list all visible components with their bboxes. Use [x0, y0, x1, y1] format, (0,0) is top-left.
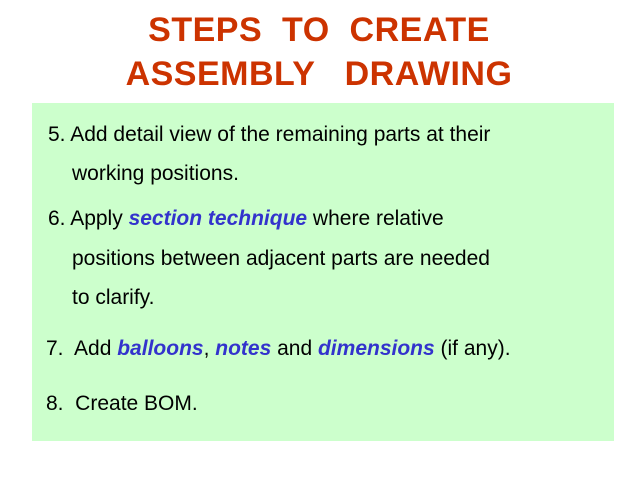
slide-title-line2: ASSEMBLY DRAWING — [125, 55, 513, 93]
step-7-sep1: , — [203, 337, 216, 360]
slide-title-line1: STEPS TO CREATE — [148, 11, 490, 49]
step-5-line1: 5. Add detail view of the remaining parts at their — [48, 123, 491, 146]
step-7-balloons: balloons — [117, 337, 204, 360]
step-8-line: 8. Create BOM. — [46, 392, 198, 415]
step-7-line — [46, 336, 511, 362]
step-6-line3: to clarify. — [72, 286, 155, 309]
steps-panel — [32, 103, 614, 441]
step-6-line2: positions between adjacent parts are needed — [72, 247, 490, 270]
step-7-prefix: 7. Add — [46, 337, 118, 360]
step-7-notes: notes — [215, 337, 272, 360]
step-6-line1 — [48, 206, 444, 232]
step-7-dimensions: dimensions — [317, 337, 435, 360]
step-6-emphasis: section technique — [128, 207, 308, 230]
step-6-suffix: where relative — [307, 207, 444, 230]
step-7-suffix: (if any). — [434, 337, 511, 360]
step-5-line2: working positions. — [72, 162, 239, 185]
step-6-prefix: 6. Apply — [48, 207, 129, 230]
step-7-sep2: and — [271, 337, 318, 360]
